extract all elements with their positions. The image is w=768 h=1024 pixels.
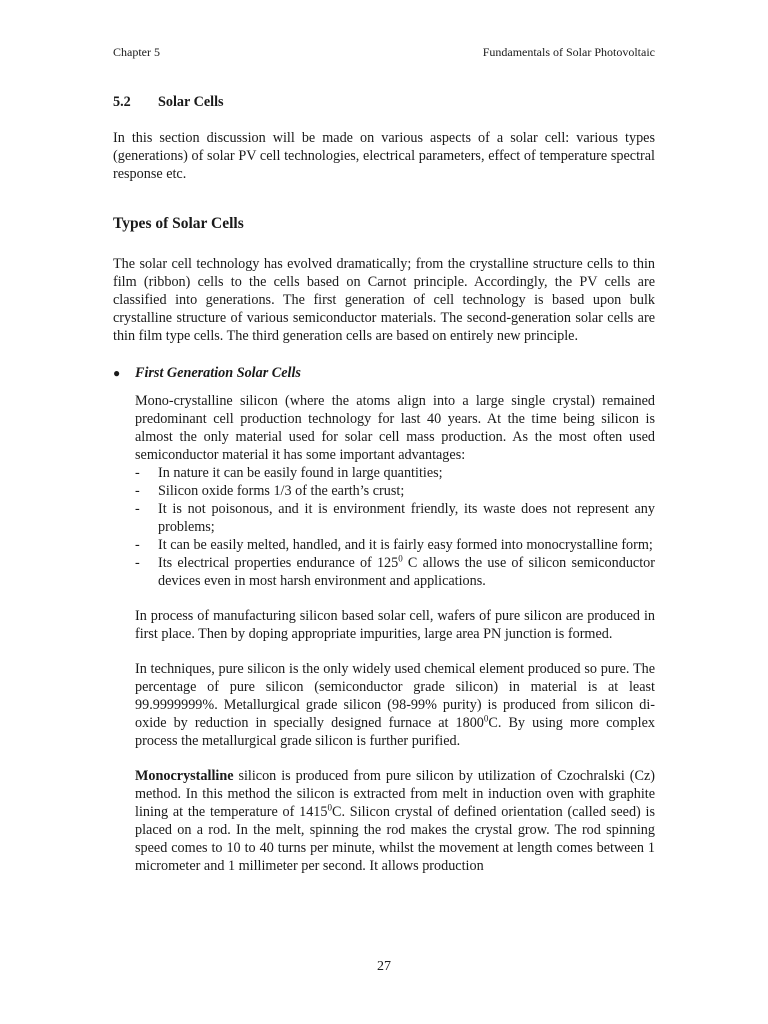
mono-text-part: silicon is produced from pure silicon by utilization of Czochralski (Cz) method. In this method the silicon is extracted from melt in induction oven with graphite lining at the temperature of 1415 — [135, 768, 655, 820]
degree-superscript: 0 — [327, 802, 332, 813]
book-title: Fundamentals of Solar Photovoltaic — [482, 45, 655, 59]
purity-text-part: C. By using more complex process the metallurgical grade silicon is further purified. — [135, 715, 655, 749]
advantage-text-part: C allows the use of silicon semiconductor devices even in most harsh environment and applications. — [158, 555, 655, 589]
section-title: Solar Cells — [158, 94, 224, 110]
first-generation-heading — [113, 364, 655, 382]
dash-icon: - — [135, 465, 140, 481]
page-number: 27 — [377, 959, 391, 974]
bullet-icon: ● — [113, 366, 121, 380]
dash-icon: - — [135, 555, 140, 571]
advantages-list — [113, 464, 655, 590]
section-number: 5.2 — [113, 94, 131, 110]
page-content — [113, 93, 655, 875]
dash-icon: - — [135, 501, 140, 517]
list-item — [113, 464, 655, 482]
first-generation-body — [135, 392, 655, 464]
monocrystalline-term: Monocrystalline — [135, 768, 234, 784]
running-header — [113, 45, 655, 60]
types-heading: Types of Solar Cells — [113, 215, 244, 232]
manufacturing-section — [135, 607, 655, 875]
advantage-text: In nature it can be easily found in large quantities; — [158, 465, 443, 481]
list-item — [113, 554, 655, 590]
first-generation-title: First Generation Solar Cells — [135, 365, 301, 381]
section-intro-paragraph: In this section discussion will be made on various aspects of a solar cell: various types (generations) of solar PV cell technologies, electrical parameters, effect of temperature spectral response etc. — [113, 130, 655, 182]
advantage-text-part: Its electrical properties endurance of 125 — [158, 555, 399, 571]
section-heading — [113, 93, 655, 111]
dash-icon: - — [135, 483, 140, 499]
chapter-label: Chapter 5 — [113, 45, 160, 59]
first-generation-intro: Mono-crystalline silicon (where the atoms align into a large single crystal) remained predominant cell production technology for last 40 years. At the time being silicon is almost the only material used for solar cell mass production. As the most often used semiconductor material it has some important advantages: — [135, 393, 655, 463]
list-item — [113, 536, 655, 554]
purity-text-part: In techniques, pure silicon is the only widely used chemical element produced so pure. The percentage of pure silicon (semiconductor grade silicon) in material is at least 99.9999999%. Metallurgical grade silicon (98-99% purity) is produced from silicon di-oxide by reduction in specially designed furnace at 1800 — [135, 661, 655, 731]
list-item — [113, 500, 655, 536]
degree-superscript: 0 — [398, 553, 403, 564]
dash-icon: - — [135, 537, 140, 553]
degree-superscript: 0 — [483, 713, 489, 724]
advantage-text: It can be easily melted, handled, and it is fairly easy formed into monocrystalline form; — [158, 537, 653, 553]
monocrystalline-paragraph — [135, 767, 655, 875]
list-item — [113, 482, 655, 500]
mono-text-part: C. Silicon crystal of defined orientation (called seed) is placed on a rod. In the melt, spinning the rod makes the crystal grow. The rod spinning speed comes to 10 to 40 turns per minute, whilst the movement at length comes between 1 micrometer and 1 millimeter per second. It allows production — [135, 804, 655, 874]
advantage-text: It is not poisonous, and it is environment friendly, its waste does not represent any problems; — [158, 501, 655, 535]
purity-paragraph — [135, 660, 655, 750]
process-paragraph: In process of manufacturing silicon based solar cell, wafers of pure silicon are produced in first place. Then by doping appropriate impurities, large area PN junction is formed. — [135, 608, 655, 642]
types-paragraph: The solar cell technology has evolved dramatically; from the crystalline structure cells to thin film (ribbon) cells to the cells based on Carnot principle. Accordingly, the PV cells are classified into generations. The first generation of cell technology is based upon bulk crystalline structure of various semiconductor materials. The second-generation solar cells are thin film type cells. The third generation cells are based on entirely new principle. — [113, 256, 655, 344]
advantage-text: Silicon oxide forms 1/3 of the earth’s crust; — [158, 483, 405, 499]
advantage-text — [158, 554, 655, 590]
